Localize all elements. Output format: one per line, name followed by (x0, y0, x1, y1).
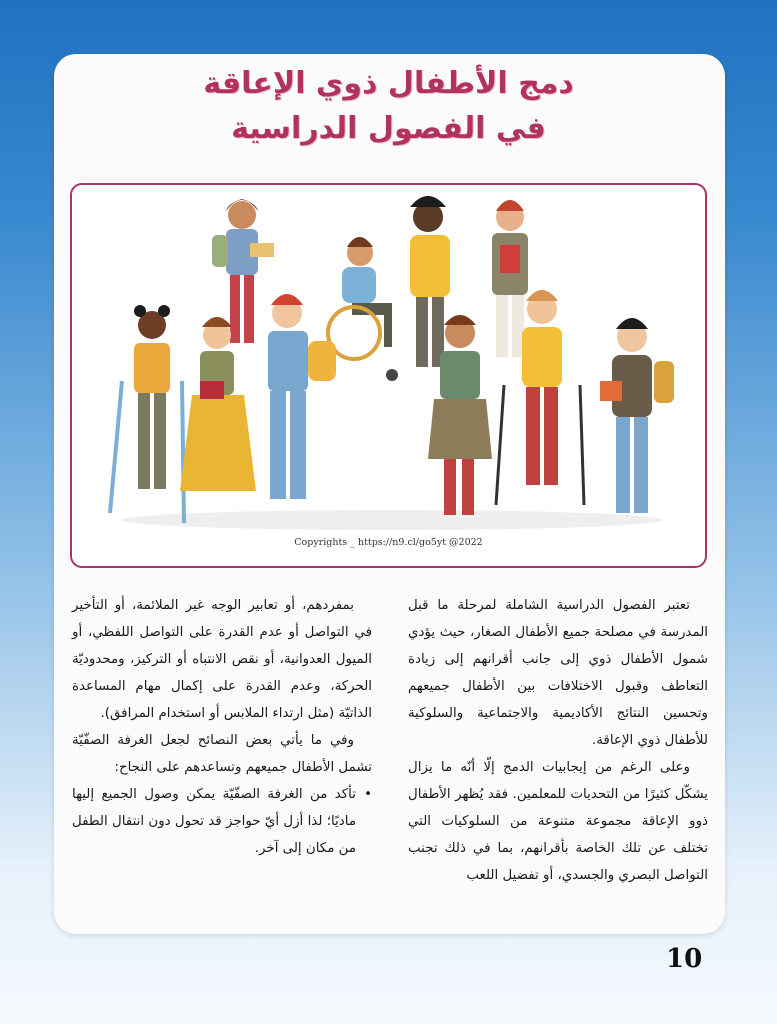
page-number: 10 (666, 944, 703, 974)
text-column-right (408, 592, 708, 889)
illustration-frame (70, 183, 707, 568)
page-title-line-2: في الفصول الدراسية (231, 111, 546, 146)
group-of-children-illustration-icon (72, 185, 705, 566)
bullet-dot-icon: • (364, 787, 372, 802)
child-figure-icon (600, 318, 674, 513)
image-copyright: Copyrights _ https://n9.cl/go5yt @2022 (294, 537, 483, 548)
paragraph: وعلى الرغم من إيجابيات الدمج إلّا أنّه ما يزال يشكّل كثيرًا من التحديات للمعلمين. فقد يُظهر الأطفال ذوو الإعاقة مجموعة متنوعة من السلوكيات التي تختلف عن تلك الخاصة بأقرانهم، بما في ذلك تجنب التواصل البصري والجسدي، أو تفضيل اللعب (408, 760, 708, 883)
wheelchair-child-icon (328, 237, 398, 381)
page-title-line-1: دمج الأطفال ذوي الإعاقة (203, 66, 574, 101)
child-with-crutches-icon (110, 305, 184, 523)
child-figure-icon (410, 196, 450, 367)
child-figure-icon (268, 294, 336, 499)
child-figure-icon (180, 317, 256, 491)
child-with-walker-icon (496, 290, 584, 505)
paragraph: بمفردهم، أو تعابير الوجه غير الملائمة، أو التأخير في التواصل أو عدم القدرة على التواصل اللفظي، أو الميول العدوانية، أو نقص الانتباه أو التركيز، ومحدوديّة الحركة، وعدم القدرة على إكمال مهام المساعدة الذاتيّة (مثل ارتداء الملابس أو استخدام المرافق). (72, 598, 372, 721)
paragraph: تعتبر الفصول الدراسية الشاملة لمرحلة ما قبل المدرسة في مصلحة جميع الأطفال الصغار، حيث يؤدي شمول الأطفال ذوي إلى جانب أقرانهم إلى زيادة التعاطف وقبول الاختلافات بين الأطفال جميعهم وتحسين النتائج الأكاديمية والاجتماعية والسلوكية للأطفال ذوي الإعاقة. (408, 598, 708, 748)
paragraph: وفي ما يأتي بعض النصائح لجعل الغرفة الصفّيّة تشمل الأطفال جميعهم وتساعدهم على النجاح: (72, 733, 372, 775)
bullet-text: تأكد من الغرفة الصفّيّة يمكن وصول الجميع إليها ماديًا؛ لذا أزل أيّ حواجز قد تحول دون انتقال الطفل من مكان إلى آخر. (72, 787, 356, 856)
bullet-item (72, 781, 372, 862)
text-column-left (72, 592, 372, 862)
